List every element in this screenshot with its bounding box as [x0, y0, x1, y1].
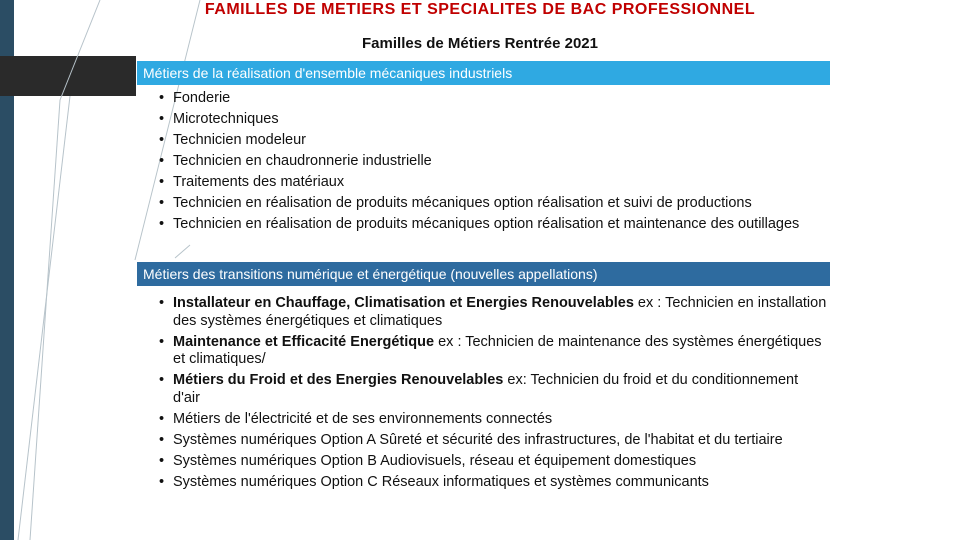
list-item-text: ex : Technicien en installation des systèmes énergétiques et climatiques — [173, 295, 827, 329]
list-item — [159, 333, 828, 369]
bullet-icon: • — [159, 174, 165, 190]
bullet-icon: • — [159, 473, 165, 490]
bullet-icon: • — [159, 452, 165, 469]
bullet-icon: • — [159, 295, 165, 311]
list-mecanique — [159, 88, 823, 235]
list-item-text: ex : Technicien de maintenance des systèmes énergétiques et climatiques/ — [173, 333, 822, 367]
bullet-icon: • — [159, 90, 165, 106]
bullet-icon: • — [159, 410, 165, 427]
list-item-title: Métiers du Froid et des Energies Renouvelables — [173, 372, 504, 388]
list-item — [159, 214, 823, 235]
section-heading-transitions: Métiers des transitions numérique et énergétique (nouvelles appellations) — [137, 262, 830, 286]
list-item — [159, 151, 823, 172]
list-item-text: ex: Technicien du froid et du conditionnement d'air — [173, 372, 799, 406]
list-transitions — [159, 295, 828, 495]
list-item-text: Technicien en réalisation de produits mécaniques option réalisation et maintenance des outillages — [173, 216, 800, 232]
list-item — [159, 88, 823, 109]
list-item-text: Technicien en chaudronnerie industrielle — [173, 153, 432, 169]
slide-title: FAMILLES DE METIERS ET SPECIALITES DE BAC PROFESSIONNEL — [204, 1, 756, 18]
list-item-text: Systèmes numériques Option A Sûreté et sécurité des infrastructures, de l'habitat et du tertiaire — [173, 431, 783, 448]
list-item-title: Maintenance et Efficacité Energétique — [173, 333, 435, 350]
list-item-text: Technicien modeleur — [173, 132, 306, 148]
list-item-title: Installateur en Chauffage, Climatisation et Energies Renouvelables — [173, 295, 634, 311]
list-item-text: Métiers de l'électricité et de ses environnements connectés — [173, 410, 553, 427]
list-item — [159, 372, 828, 407]
list-item-text: Microtechniques — [173, 111, 279, 127]
section-heading-mecanique: Métiers de la réalisation d'ensemble mécaniques industriels — [137, 61, 830, 85]
list-item-text: Systèmes numériques Option B Audiovisuels, réseau et équipement domestiques — [173, 452, 697, 469]
bullet-icon: • — [159, 372, 165, 388]
list-item — [159, 109, 823, 130]
slide-subtitle: Familles de Métiers Rentrée 2021 — [362, 35, 598, 52]
bullet-icon: • — [159, 153, 165, 169]
list-item — [159, 172, 823, 193]
list-item — [159, 410, 828, 429]
list-item — [159, 295, 828, 330]
bullet-icon: • — [159, 111, 165, 127]
list-item-text: Traitements des matériaux — [173, 174, 345, 190]
bullet-icon: • — [159, 132, 165, 148]
bullet-icon: • — [159, 431, 165, 448]
bullet-icon: • — [159, 195, 165, 211]
list-item — [159, 130, 823, 151]
list-item — [159, 193, 823, 214]
list-item — [159, 452, 828, 471]
list-item-text: Technicien en réalisation de produits mécaniques option réalisation et suivi de productions — [173, 195, 752, 211]
list-item — [159, 473, 828, 492]
list-item — [159, 431, 828, 450]
bullet-icon: • — [159, 333, 165, 350]
list-item-text: Systèmes numériques Option C Réseaux informatiques et systèmes communicants — [173, 473, 709, 490]
bullet-icon: • — [159, 216, 165, 232]
list-item-text: Fonderie — [173, 90, 231, 106]
